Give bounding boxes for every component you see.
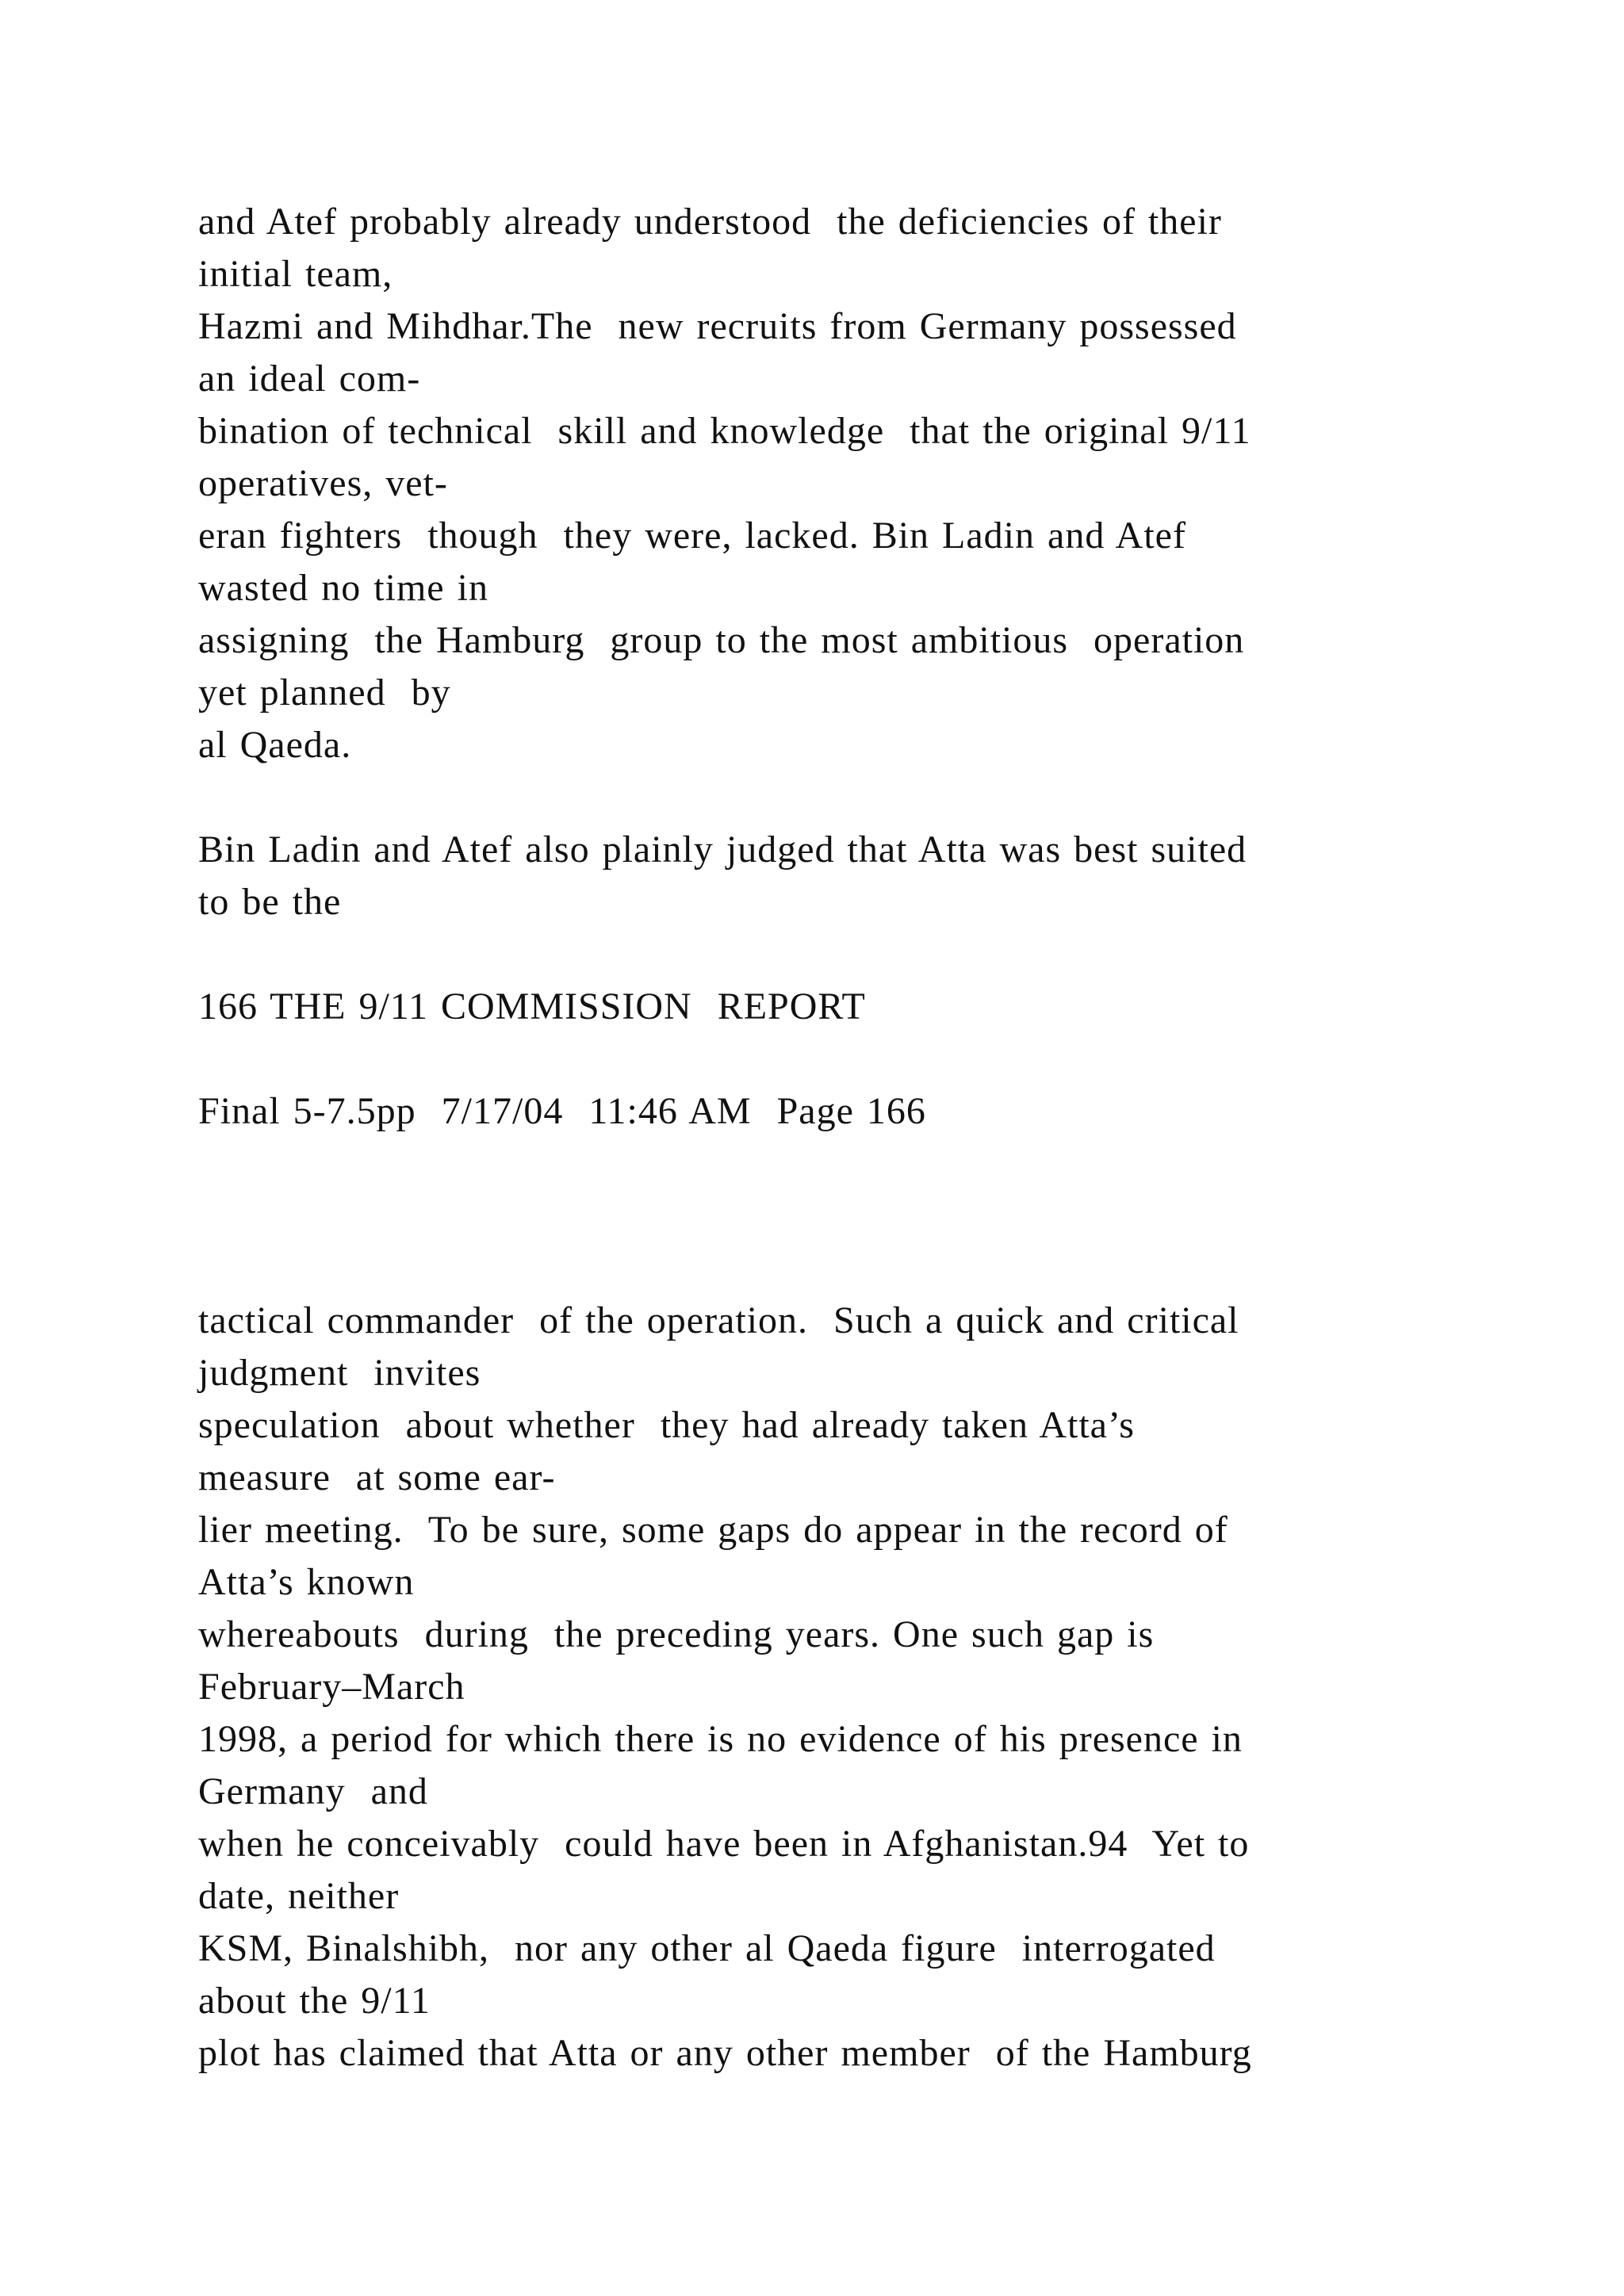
text-line: and Atef probably already understood the deficiencies of their: [198, 201, 1222, 243]
text-line: to be the: [198, 881, 342, 923]
text-line: when he conceivably could have been in Afghanistan.94 Yet to: [198, 1823, 1250, 1865]
text-line: lier meeting. To be sure, some gaps do appear in the record of: [198, 1509, 1228, 1551]
text-line: al Qaeda.: [198, 724, 352, 766]
text-line: about the 9/11: [198, 1980, 431, 2022]
text-line: measure at some ear-: [198, 1456, 556, 1498]
text-line: speculation about whether they had already taken Atta’s: [198, 1404, 1135, 1446]
text-line: Atta’s known: [198, 1561, 415, 1603]
page-footer: 166 THE 9/11 COMMISSION REPORT: [198, 985, 866, 1027]
text-line: 1998, a period for which there is no evidence of his presence in: [198, 1718, 1243, 1760]
print-slug: Final 5-7.5pp 7/17/04 11:46 AM Page 166: [198, 1090, 926, 1132]
text-line: February–March: [198, 1666, 465, 1708]
text-line: initial team,: [198, 253, 393, 295]
text-line: operatives, vet-: [198, 462, 448, 504]
text-line: assigning the Hamburg group to the most ambitious operation: [198, 619, 1245, 661]
text-line: eran fighters though they were, lacked. Bin Ladin and Atef: [198, 515, 1186, 557]
text-line: Bin Ladin and Atef also plainly judged that Atta was best suited: [198, 828, 1247, 871]
text-line: KSM, Binalshibh, nor any other al Qaeda figure interrogated: [198, 1927, 1216, 1969]
text-line: judgment invites: [198, 1352, 481, 1394]
text-line: Germany and: [198, 1770, 428, 1812]
text-line: Hazmi and Mihdhar.The new recruits from Germany possessed: [198, 305, 1237, 347]
text-line: plot has claimed that Atta or any other member of the Hamburg: [198, 2032, 1252, 2074]
text-line: bination of technical skill and knowledge that the original 9/11: [198, 410, 1251, 452]
text-line: an ideal com-: [198, 358, 421, 400]
document-page: [198, 0, 1546, 2296]
text-line: tactical commander of the operation. Such a quick and critical: [198, 1299, 1239, 1341]
text-line: date, neither: [198, 1875, 400, 1917]
text-line: whereabouts during the preceding years. One such gap is: [198, 1613, 1155, 1655]
text-line: wasted no time in: [198, 567, 488, 609]
text-line: yet planned by: [198, 672, 451, 714]
